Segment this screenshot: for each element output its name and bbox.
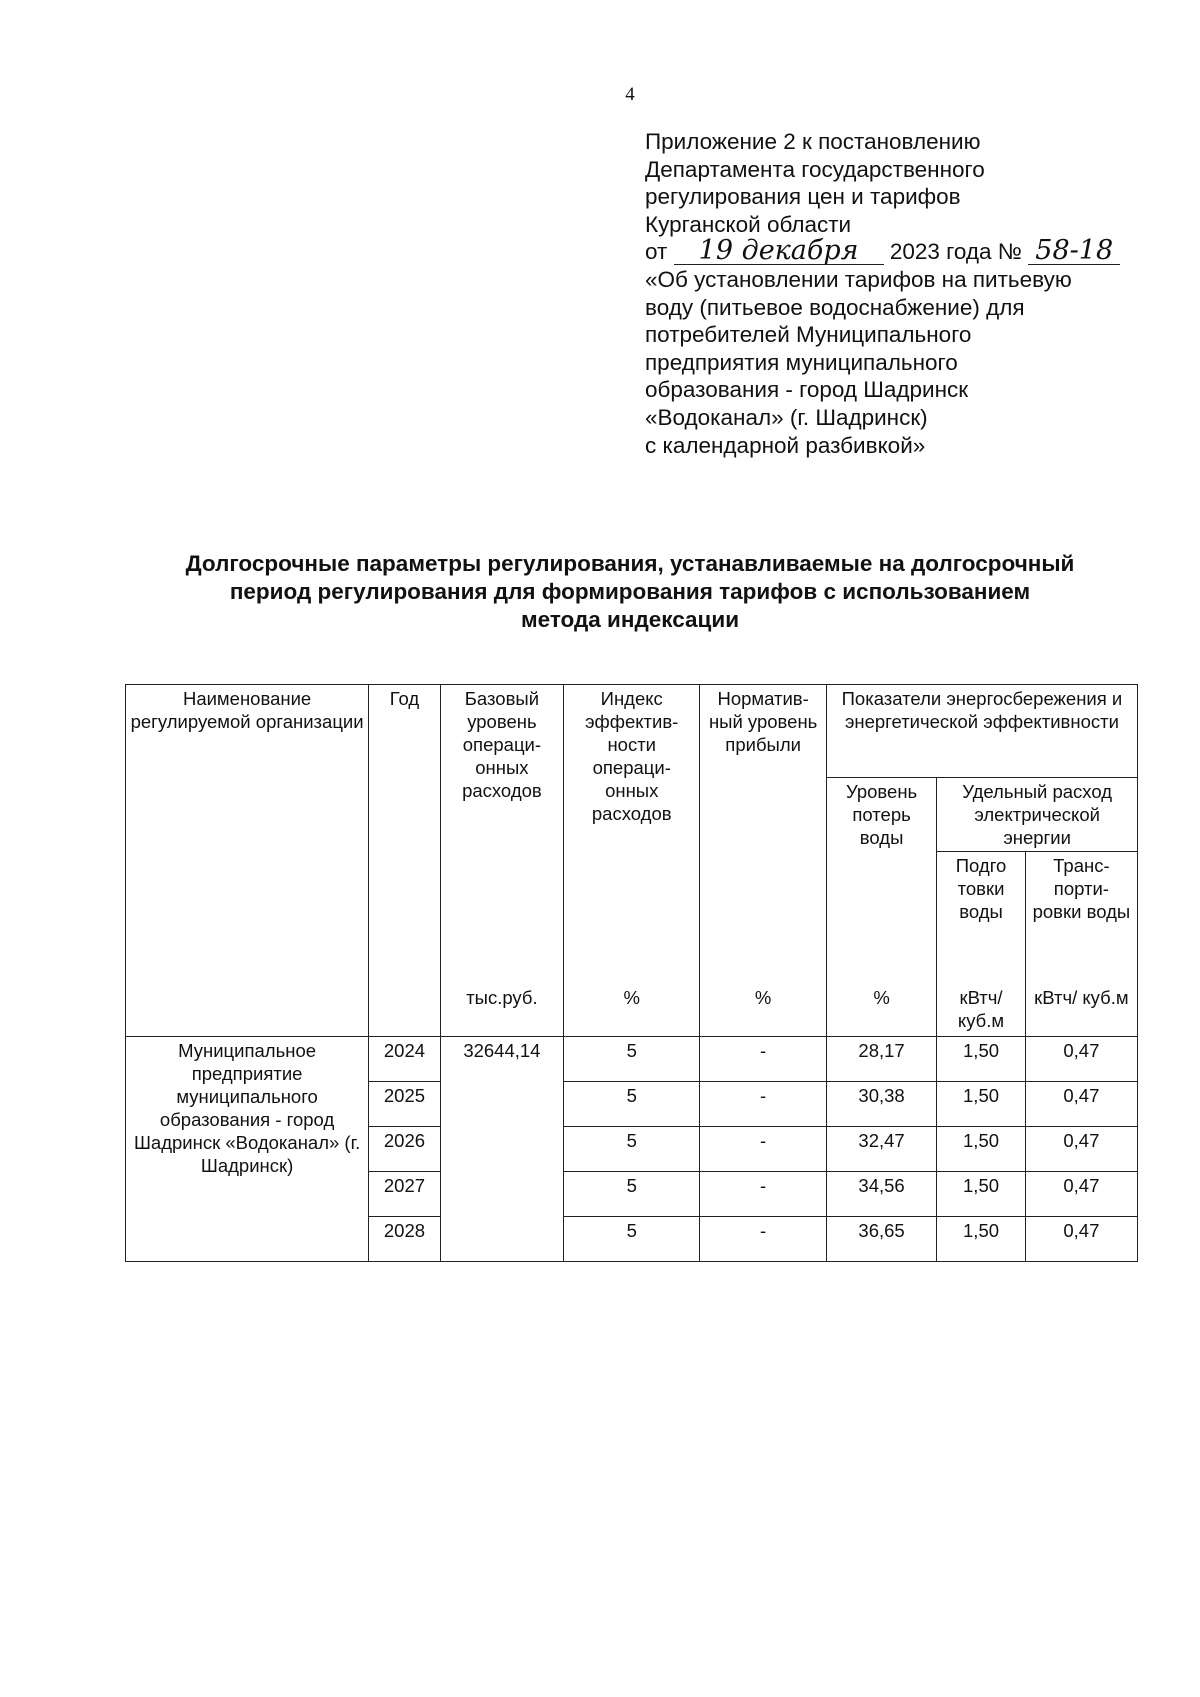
handwritten-date: 19 декабря — [674, 238, 884, 265]
header-prep: Подго товки воды — [937, 852, 1026, 985]
header-year: Год — [369, 685, 441, 985]
prep-cell: 1,50 — [937, 1217, 1026, 1262]
norm-cell: - — [700, 1082, 826, 1127]
prep-cell: 1,50 — [937, 1127, 1026, 1172]
index-cell: 5 — [564, 1172, 700, 1217]
index-cell: 5 — [564, 1037, 700, 1082]
trans-cell: 0,47 — [1025, 1217, 1137, 1262]
index-cell: 5 — [564, 1082, 700, 1127]
appendix-line: регулирования цен и тарифов — [645, 184, 961, 210]
header-energy-group: Показатели энергосбережения и энергетической эффективности — [826, 685, 1137, 778]
date-prefix: от — [645, 239, 668, 265]
unit-year — [369, 984, 441, 1037]
appendix-line: потребителей Муниципального — [645, 322, 972, 348]
title-line: Долгосрочные параметры регулирования, устанавливаемые на долгосрочный — [185, 551, 1075, 576]
header-row — [126, 685, 1138, 778]
year-cell: 2027 — [369, 1172, 441, 1217]
date-year: 2023 года № — [889, 239, 1022, 265]
norm-cell: - — [700, 1217, 826, 1262]
prep-cell: 1,50 — [937, 1082, 1026, 1127]
header-trans: Транс- порти- ровки воды — [1025, 852, 1137, 985]
appendix-date-line — [645, 235, 1185, 267]
prep-cell: 1,50 — [937, 1037, 1026, 1082]
index-cell: 5 — [564, 1217, 700, 1262]
appendix-line: воду (питьевое водоснабжение) для — [645, 294, 1025, 320]
norm-cell: - — [700, 1037, 826, 1082]
unit-org — [126, 984, 369, 1037]
org-name-cell: Муниципальное предприятие муниципального образования - город Шадринск «Водоканал» (г. Шадринск) — [126, 1037, 369, 1262]
loss-cell: 30,38 — [826, 1082, 936, 1127]
page-number: 4 — [625, 84, 635, 105]
appendix-block — [645, 128, 1185, 459]
unit-loss: % — [826, 984, 936, 1037]
header-electric-group: Удельный расход электрической энергии — [937, 778, 1138, 852]
title-line: период регулирования для формирования тарифов с использованием — [229, 579, 1031, 604]
trans-cell: 0,47 — [1025, 1037, 1137, 1082]
handwritten-number: 58-18 — [1028, 238, 1120, 265]
trans-cell: 0,47 — [1025, 1172, 1137, 1217]
appendix-line: образования - город Шадринск — [645, 377, 969, 403]
appendix-line: Курганской области — [645, 211, 852, 237]
loss-cell: 28,17 — [826, 1037, 936, 1082]
base-value-cell: 32644,14 — [440, 1037, 563, 1262]
loss-cell: 36,65 — [826, 1217, 936, 1262]
trans-cell: 0,47 — [1025, 1082, 1137, 1127]
appendix-line: Департамента государственного — [645, 156, 985, 182]
unit-prep: кВтч/ куб.м — [937, 984, 1026, 1037]
trans-cell: 0,47 — [1025, 1127, 1137, 1172]
norm-cell: - — [700, 1172, 826, 1217]
loss-cell: 34,56 — [826, 1172, 936, 1217]
table-row — [126, 1037, 1138, 1082]
appendix-line: с календарной разбивкой» — [645, 432, 926, 458]
units-row — [126, 984, 1138, 1037]
unit-trans: кВтч/ куб.м — [1025, 984, 1137, 1037]
prep-cell: 1,50 — [937, 1172, 1026, 1217]
unit-index: % — [564, 984, 700, 1037]
appendix-line: Приложение 2 к постановлению — [645, 129, 981, 154]
header-loss: Уровень потерь воды — [826, 778, 936, 985]
year-cell: 2024 — [369, 1037, 441, 1082]
year-cell: 2025 — [369, 1082, 441, 1127]
year-cell: 2026 — [369, 1127, 441, 1172]
unit-norm: % — [700, 984, 826, 1037]
title-line: метода индексации — [520, 607, 740, 632]
header-norm: Норматив- ный уровень прибыли — [700, 685, 826, 985]
header-org: Наименование регулируемой организации — [126, 685, 369, 985]
unit-base: тыс.руб. — [440, 984, 563, 1037]
header-index: Индекс эффектив- ности операци- онных расходов — [564, 685, 700, 985]
appendix-line: «Водоканал» (г. Шадринск) — [645, 404, 928, 430]
index-cell: 5 — [564, 1127, 700, 1172]
document-title — [110, 550, 1150, 634]
parameters-table — [125, 684, 1138, 1262]
header-base: Базовый уровень операци- онных расходов — [440, 685, 563, 985]
norm-cell: - — [700, 1127, 826, 1172]
loss-cell: 32,47 — [826, 1127, 936, 1172]
year-cell: 2028 — [369, 1217, 441, 1262]
appendix-line: предприятия муниципального — [645, 349, 958, 375]
appendix-line: «Об установлении тарифов на питьевую — [645, 266, 1072, 292]
